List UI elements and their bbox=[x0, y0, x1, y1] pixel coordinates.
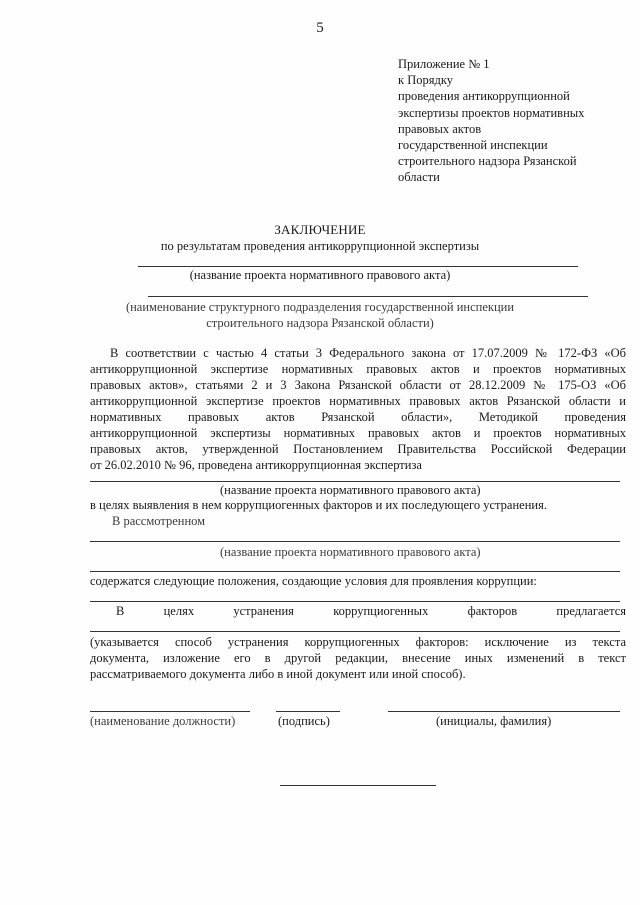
appendix-line: государственной инспекции bbox=[398, 138, 548, 153]
paragraph-line: правовых актов», статьями 2 и 3 Закона Рязанской области от 28.12.2009 № 175-ОЗ «Об bbox=[90, 378, 626, 392]
paragraph-line: от 26.02.2010 № 96, проведена антикоррупционная экспертиза bbox=[90, 458, 422, 472]
project-name-underline bbox=[90, 481, 620, 482]
method-paragraph bbox=[90, 634, 626, 682]
project-name-caption: (название проекта нормативного правового акта) bbox=[189, 268, 451, 282]
blank-underline bbox=[90, 631, 620, 632]
appendix-header bbox=[398, 56, 618, 186]
paragraph-line: (указывается способ устранения коррупциогенных факторов: исключение из текста bbox=[90, 635, 626, 649]
purpose-line: в целях выявления в нем коррупциогенных факторов и их последующего устранения. bbox=[90, 498, 547, 512]
paragraph-line: антикоррупционной экспертизе нормативных правовых актов и проектов нормативных bbox=[90, 362, 626, 376]
name-label: (инициалы, фамилия) bbox=[436, 714, 552, 728]
division-caption-line2: строительного надзора Рязанской области) bbox=[206, 316, 434, 330]
division-caption-line1: (наименование структурного подразделения государственной инспекции bbox=[125, 300, 515, 314]
proposal-line bbox=[90, 604, 626, 619]
appendix-line: к Порядку bbox=[398, 73, 453, 88]
end-separator bbox=[280, 785, 436, 786]
paragraph-line: рассматриваемого документа либо в иной документ или иной способ). bbox=[90, 667, 466, 681]
position-underline bbox=[90, 711, 250, 712]
appendix-line: строительного надзора Рязанской bbox=[398, 154, 577, 169]
appendix-line: правовых актов bbox=[398, 121, 482, 136]
project-name-caption: (название проекта нормативного правового акта) bbox=[220, 545, 481, 559]
contains-line: содержатся следующие положения, создающие условия для проявления коррупции: bbox=[90, 574, 537, 588]
document-subtitle: по результатам проведения антикоррупционной экспертизы bbox=[160, 239, 480, 253]
paragraph-line: нормативных правовых актов Рязанской области», Методикой проведения bbox=[90, 410, 626, 424]
main-paragraph bbox=[90, 345, 626, 473]
signature-underline bbox=[276, 711, 340, 712]
proposal-word: факторов bbox=[467, 604, 518, 618]
paragraph-line: антикоррупционной экспертизе проектов нормативных правовых актов Рязанской области и bbox=[90, 394, 626, 408]
paragraph-line: документа, изложение его в другой редакции, внесение иных изменений в текст bbox=[90, 651, 626, 665]
proposal-word: коррупциогенных bbox=[333, 604, 429, 618]
position-label: (наименование должности) bbox=[90, 714, 236, 728]
appendix-line: проведения антикоррупционной bbox=[398, 89, 570, 104]
project-name-caption: (название проекта нормативного правового акта) bbox=[220, 483, 481, 497]
appendix-line: Приложение № 1 bbox=[398, 57, 490, 71]
reviewed-label: В рассмотренном bbox=[112, 514, 206, 528]
appendix-line: экспертизы проектов нормативных bbox=[398, 105, 585, 120]
project-name-underline bbox=[90, 541, 620, 542]
paragraph-line: антикоррупционной экспертизы нормативных правовых актов и проектов нормативных bbox=[90, 426, 626, 440]
proposal-word: целях bbox=[163, 604, 195, 618]
proposal-word: устранения bbox=[233, 604, 294, 618]
name-underline bbox=[388, 711, 620, 712]
page-number: 5 bbox=[316, 20, 324, 36]
document-title: ЗАКЛЮЧЕНИЕ bbox=[274, 222, 366, 237]
blank-underline bbox=[90, 601, 620, 602]
division-underline bbox=[148, 296, 588, 297]
paragraph-line: В соответствии с частью 4 статьи 3 Федерального закона от 17.07.2009 № 172-ФЗ «Об bbox=[110, 346, 626, 360]
signature-label: (подпись) bbox=[278, 714, 330, 728]
blank-underline bbox=[90, 571, 620, 572]
paragraph-line: правовых актов, утвержденной Постановлением Правительства Российской Федерации bbox=[90, 442, 626, 456]
appendix-line: области bbox=[398, 170, 440, 185]
project-name-underline bbox=[138, 266, 578, 267]
proposal-word: предлагается bbox=[556, 604, 626, 618]
proposal-word: В bbox=[116, 604, 125, 618]
